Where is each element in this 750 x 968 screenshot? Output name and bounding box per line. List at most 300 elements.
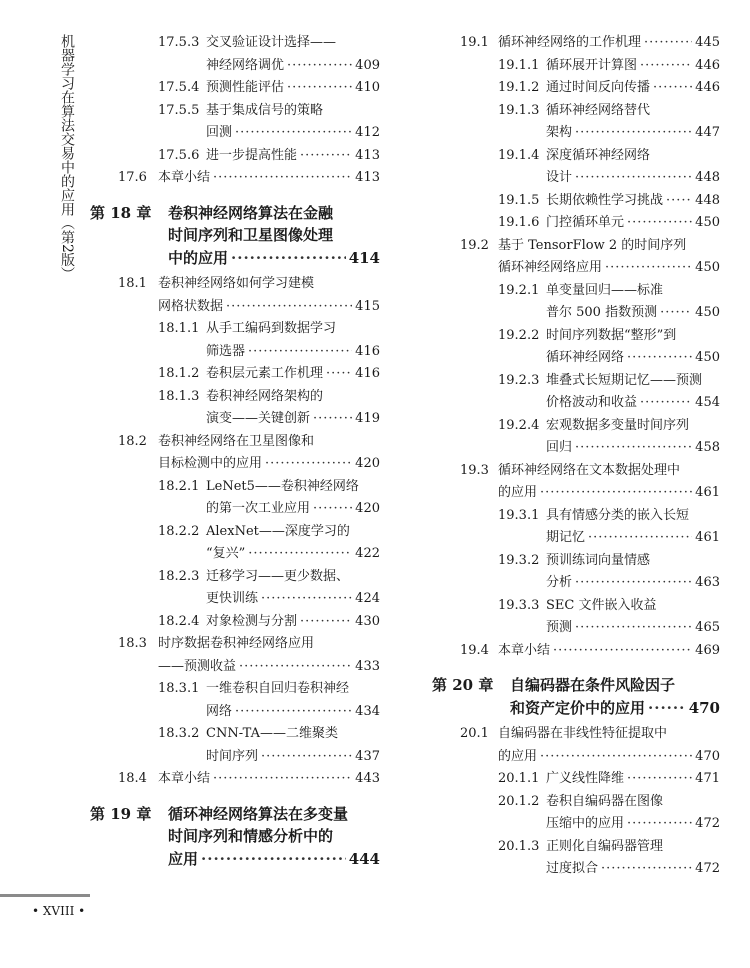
leader-dots: [239, 656, 352, 679]
toc-line: [432, 572, 720, 595]
toc-line: [432, 167, 720, 190]
toc-entry-title: 预训练词向量情感: [546, 552, 651, 568]
toc-page-number: 472: [695, 816, 720, 831]
toc-entry-number: 19.1.3: [498, 102, 540, 118]
toc-page-number: 463: [695, 575, 720, 590]
toc-line: [432, 595, 720, 618]
toc-entry[interactable]: [432, 550, 720, 595]
leader-dots: [213, 768, 352, 791]
toc-entry-number: 19.2.4: [498, 417, 540, 433]
toc-entry-title: 设计: [546, 170, 573, 185]
toc-line: [432, 392, 720, 415]
toc-entry[interactable]: [432, 460, 720, 505]
toc-entry-title: 循环神经网络应用: [498, 260, 603, 275]
toc-entry-number: 18.2.2: [158, 523, 200, 539]
toc-line: [432, 100, 720, 123]
toc-entry-title: 期记忆: [546, 530, 586, 545]
toc-line: [432, 505, 720, 528]
toc-line: [432, 32, 720, 55]
toc-entry[interactable]: [432, 505, 720, 550]
leader-dots: [588, 527, 692, 550]
toc-entry-title: 筛选器: [206, 343, 246, 359]
page-footer: [0, 894, 90, 924]
toc-line: [432, 370, 720, 393]
toc-line: [90, 363, 380, 386]
page-number: • XVIII •: [32, 904, 86, 918]
toc-entry-number: 第 20 章: [432, 676, 494, 694]
toc-entry[interactable]: [90, 273, 380, 318]
toc-entry-title: AlexNet——深度学习的: [206, 523, 350, 539]
toc-line: [432, 145, 720, 168]
toc-entry-number: 18.4: [118, 771, 147, 786]
toc-entry-title: CNN-TA——二维聚类: [206, 726, 338, 741]
toc-line: [432, 460, 720, 483]
toc-page-number: 416: [355, 366, 380, 381]
toc-line: [432, 674, 720, 697]
toc-entry-number: 19.2.1: [498, 282, 540, 298]
toc-entry-number: 18.1.1: [158, 321, 200, 336]
toc-entry[interactable]: [90, 723, 380, 768]
leader-dots: [644, 32, 692, 55]
toc-page-number: 413: [355, 147, 380, 163]
toc-line: [432, 746, 720, 769]
toc-entry[interactable]: [90, 476, 380, 521]
toc-line: [90, 247, 380, 270]
toc-entry-title: 长期依赖性学习挑战: [546, 192, 664, 208]
toc-entry-title: 网格状数据: [158, 298, 224, 314]
toc-page-number: 420: [355, 501, 380, 516]
leader-dots: [248, 341, 352, 364]
toc-page-number: 445: [695, 35, 720, 50]
toc-entry-title: 宏观数据多变量时间序列: [546, 417, 690, 433]
leader-dots: [235, 122, 352, 145]
toc-line: [90, 408, 380, 431]
toc-entry-title: 本章小结: [158, 771, 211, 786]
toc-entry-title: 回归: [546, 440, 573, 455]
toc-line: [90, 498, 380, 521]
toc-entry-title: 预测: [546, 620, 573, 635]
toc-entry-title: 的应用: [498, 748, 538, 764]
toc-line: [90, 746, 380, 769]
toc-line: [90, 521, 380, 544]
toc-page-number: 446: [695, 80, 720, 95]
toc-line: [432, 280, 720, 303]
leader-dots: [226, 296, 352, 319]
leader-dots: [627, 212, 692, 235]
toc-entry-number: 19.2.2: [498, 327, 540, 343]
leader-dots: [201, 848, 346, 871]
toc-page-number: 461: [695, 485, 720, 500]
toc-entry[interactable]: [90, 768, 380, 791]
toc-entry-title: “复兴”: [206, 546, 246, 561]
toc-entry[interactable]: [90, 431, 380, 476]
toc-entry-title: 循环展开计算图: [546, 57, 638, 73]
toc-entry[interactable]: [432, 100, 720, 145]
toc-line: [90, 723, 380, 746]
toc-entry-title: 过度拟合: [546, 861, 599, 876]
toc-entry-number: 19.1.4: [498, 147, 540, 163]
leader-dots: [265, 453, 352, 476]
toc-entry[interactable]: [90, 167, 380, 190]
toc-line: [90, 611, 380, 634]
leader-dots: [213, 167, 352, 190]
leader-dots: [261, 746, 352, 769]
leader-dots: [540, 746, 692, 769]
book-running-title: 机器学习在算法交易中的应用（第2版）: [59, 34, 75, 281]
toc-entry-title: 本章小结: [498, 642, 551, 658]
toc-entry-title: 回测: [206, 125, 233, 140]
toc-entry-title: 堆叠式长短期记忆——预测: [546, 372, 703, 388]
toc-line: [432, 697, 720, 720]
toc-chapter-entry[interactable]: [90, 803, 380, 875]
leader-dots: [627, 347, 692, 370]
toc-line: [90, 224, 380, 247]
toc-entry[interactable]: [432, 370, 720, 415]
leader-dots: [660, 302, 692, 325]
toc-entry-title: 网络: [206, 703, 233, 719]
toc-entry[interactable]: [90, 100, 380, 145]
toc-page-number: 471: [695, 771, 720, 786]
toc-entry[interactable]: [432, 836, 720, 881]
toc-entry-title: ——预测收益: [158, 658, 237, 674]
toc-entry[interactable]: [432, 212, 720, 235]
toc-entry-title: 循环神经网络算法在多变量: [168, 804, 349, 823]
toc-line: [90, 543, 380, 566]
toc-entry-title: 迁移学习——更少数据、: [206, 568, 350, 584]
toc-chapter-entry[interactable]: [432, 674, 720, 723]
leader-dots: [313, 408, 352, 431]
toc-entry-title: 时间序列和卫星图像处理: [168, 226, 334, 244]
toc-entry[interactable]: [90, 77, 380, 100]
toc-page-number: 443: [355, 771, 380, 786]
toc-page-number: 437: [355, 748, 380, 764]
toc-entry[interactable]: [90, 145, 380, 168]
toc-entry[interactable]: [432, 55, 720, 78]
toc-entry-title: 卷积层元素工作机理: [206, 366, 324, 381]
toc-entry[interactable]: [432, 723, 720, 768]
toc-page-number: 448: [695, 170, 720, 185]
toc-entry-number: 19.2: [460, 237, 489, 253]
toc-page-number: 415: [355, 298, 380, 314]
toc-line: [432, 235, 720, 258]
toc-entry-number: 19.1: [460, 35, 489, 50]
toc-entry-title: 目标检测中的应用: [158, 456, 263, 471]
toc-entry-number: 20.1.1: [498, 771, 540, 786]
leader-dots: [300, 145, 352, 168]
toc-entry-title: 本章小结: [158, 170, 211, 185]
toc-page-number: 409: [355, 57, 380, 73]
toc-line: [90, 32, 380, 55]
toc-entry-title: 基于集成信号的策略: [206, 102, 324, 118]
toc-entry[interactable]: [432, 235, 720, 280]
toc-entry-number: 17.5.5: [158, 102, 200, 118]
leader-dots: [640, 392, 692, 415]
toc-entry-title: 交叉验证设计选择——: [206, 35, 337, 50]
toc-entry-title: 单变量回归——标准: [546, 282, 664, 298]
toc-line: [432, 347, 720, 370]
toc-line: [432, 768, 720, 791]
leader-dots: [287, 55, 352, 78]
leader-dots: [540, 482, 692, 505]
toc-line: [90, 656, 380, 679]
toc-entry-number: 20.1.3: [498, 838, 540, 854]
toc-line: [90, 55, 380, 78]
toc-page-number: 465: [695, 620, 720, 635]
toc-entry-title: LeNet5——卷积神经网络: [206, 478, 359, 494]
toc-entry-number: 19.3.2: [498, 552, 540, 568]
toc-entry-number: 18.3.2: [158, 726, 200, 741]
toc-entry-number: 20.1.2: [498, 793, 540, 809]
leader-dots: [640, 55, 692, 78]
toc-entry-title: 循环神经网络在文本数据处理中: [498, 462, 681, 478]
leader-dots: [653, 77, 692, 100]
toc-line: [432, 212, 720, 235]
toc-entry-number: 20.1: [460, 726, 489, 741]
toc-entry-title: 循环神经网络替代: [546, 102, 651, 118]
toc-page-number: 430: [355, 613, 380, 629]
leader-dots: [553, 640, 692, 663]
footer-rule: [0, 894, 90, 897]
toc-line: [90, 825, 380, 848]
toc-entry[interactable]: [432, 145, 720, 190]
toc-line: [90, 701, 380, 724]
toc-line: [432, 302, 720, 325]
toc-entry-title: 的应用: [498, 485, 538, 500]
toc-entry-title: 循环神经网络的工作机理: [498, 35, 642, 50]
leader-dots: [313, 498, 352, 521]
toc-line: [432, 122, 720, 145]
toc-page-number: 416: [355, 343, 380, 359]
toc-entry-number: 18.1.2: [158, 366, 200, 381]
leader-dots: [235, 701, 352, 724]
toc-entry-number: 18.3.1: [158, 681, 200, 696]
toc-line: [432, 257, 720, 280]
toc-entry[interactable]: [90, 678, 380, 723]
toc-line: [432, 55, 720, 78]
toc-entry[interactable]: [432, 415, 720, 460]
toc-entry-title: 对象检测与分割: [206, 613, 298, 629]
toc-entry-title: 普尔 500 指数预测: [546, 305, 658, 320]
toc-entry-title: 广义线性降维: [546, 771, 625, 786]
toc-entry-number: 第 19 章: [90, 804, 152, 823]
toc-line: [90, 768, 380, 791]
toc-line: [90, 476, 380, 499]
toc-entry[interactable]: [90, 32, 380, 77]
toc-line: [90, 100, 380, 123]
toc-page-number: 447: [695, 125, 720, 140]
toc-line: [90, 145, 380, 168]
leader-dots: [575, 437, 692, 460]
toc-entry[interactable]: [90, 386, 380, 431]
toc-chapter-entry[interactable]: [90, 202, 380, 274]
toc-entry-number: 19.3.3: [498, 597, 540, 613]
leader-dots: [231, 247, 346, 270]
toc-entry[interactable]: [432, 640, 720, 663]
toc-entry[interactable]: [90, 633, 380, 678]
toc-entry[interactable]: [432, 325, 720, 370]
toc-entry-number: 18.1.3: [158, 388, 200, 404]
toc-entry-number: 19.3.1: [498, 507, 540, 523]
leader-dots: [627, 768, 692, 791]
toc-page-number: 448: [695, 192, 720, 208]
toc-entry[interactable]: [432, 768, 720, 791]
toc-entry-title: 卷积自编码器在图像: [546, 793, 664, 809]
toc-entry-title: 预测性能评估: [206, 80, 285, 95]
leader-dots: [575, 122, 692, 145]
toc-page-number: 450: [695, 350, 720, 365]
toc-entry-number: 19.1.5: [498, 192, 540, 208]
toc-line: [432, 813, 720, 836]
toc-line: [90, 202, 380, 225]
toc-entry-title: 具有情感分类的嵌入长短: [546, 507, 690, 523]
toc-entry-title: SEC 文件嵌入收益: [546, 597, 657, 613]
toc-page-number: 469: [695, 642, 720, 658]
toc-entry-title: 应用: [168, 849, 199, 868]
toc-entry-number: 18.1: [118, 276, 147, 291]
toc-entry-title: 价格波动和收益: [546, 395, 638, 410]
toc-entry-title: 卷积神经网络算法在金融: [168, 203, 334, 222]
toc-entry-title: 中的应用: [168, 248, 229, 267]
toc-page-number: 433: [355, 658, 380, 674]
toc-page-number: 419: [355, 411, 380, 426]
toc-line: [432, 437, 720, 460]
toc-entry-title: 从手工编码到数据学习: [206, 321, 337, 336]
toc-entry-title: 神经网络调优: [206, 57, 285, 73]
toc-line: [90, 633, 380, 656]
toc-page-number: 444: [348, 849, 380, 868]
toc-page-number: 434: [355, 703, 380, 719]
toc-line: [432, 640, 720, 663]
toc-left-column: [90, 32, 380, 874]
toc-page-number: 470: [695, 748, 720, 764]
toc-entry-number: 17.5.4: [158, 80, 200, 95]
toc-entry-title: 分析: [546, 575, 573, 590]
toc-entry-number: 19.1.2: [498, 80, 540, 95]
chapter-spacer: [432, 662, 720, 674]
toc-entry-title: 循环神经网络: [546, 350, 625, 365]
toc-entry-title: 通过时间反向传播: [546, 80, 651, 95]
toc-line: [90, 588, 380, 611]
chapter-spacer: [90, 190, 380, 202]
toc-entry-number: 18.3: [118, 636, 147, 651]
toc-line: [432, 190, 720, 213]
leader-dots: [287, 77, 352, 100]
toc-entry-number: 18.2.1: [158, 478, 200, 494]
toc-entry[interactable]: [90, 363, 380, 386]
toc-entry-title: 时间序列数据“整形”到: [546, 327, 677, 343]
leader-dots: [261, 588, 352, 611]
toc-entry-number: 19.3: [460, 462, 489, 478]
leader-dots: [326, 363, 352, 386]
toc-line: [90, 803, 380, 826]
toc-page-number: 458: [695, 440, 720, 455]
toc-page-number: 450: [695, 215, 720, 230]
toc-entry-title: 压缩中的应用: [546, 816, 625, 831]
toc-page-number: 410: [355, 80, 380, 95]
leader-dots: [575, 572, 692, 595]
leader-dots: [575, 617, 692, 640]
toc-page-number: 424: [355, 591, 380, 606]
toc-line: [90, 77, 380, 100]
toc-entry[interactable]: [90, 318, 380, 363]
toc-line: [432, 77, 720, 100]
toc-line: [90, 296, 380, 319]
toc-entry-title: 时序数据卷积神经网络应用: [158, 636, 315, 651]
toc-entry-number: 第 18 章: [90, 203, 152, 222]
toc-page-number: 454: [695, 395, 720, 410]
toc-entry-title: 演变——关键创新: [206, 411, 311, 426]
toc-entry-title: 自编码器在条件风险因子: [510, 676, 676, 694]
toc-entry-title: 卷积神经网络在卫星图像和: [158, 433, 315, 449]
toc-entry-title: 的第一次工业应用: [206, 501, 311, 516]
toc-line: [432, 482, 720, 505]
toc-line: [90, 848, 380, 871]
toc-right-column: [432, 32, 720, 881]
toc-entry-number: 18.2: [118, 433, 147, 449]
toc-line: [432, 858, 720, 881]
toc-line: [90, 318, 380, 341]
toc-page-number: 450: [695, 260, 720, 275]
toc-page-number: 450: [695, 305, 720, 320]
toc-line: [90, 341, 380, 364]
leader-dots: [627, 813, 692, 836]
toc-entry-title: 架构: [546, 125, 573, 140]
toc-line: [90, 122, 380, 145]
toc-page-number: 470: [688, 698, 720, 717]
toc-line: [432, 415, 720, 438]
toc-entry-number: 18.2.3: [158, 568, 200, 584]
toc-entry-number: 19.4: [460, 642, 489, 658]
toc-entry-number: 17.6: [118, 170, 147, 185]
toc-entry[interactable]: [432, 32, 720, 55]
toc-entry[interactable]: [432, 595, 720, 640]
leader-dots: [601, 858, 692, 881]
toc-page-number: 412: [355, 125, 380, 140]
toc-page-number: 420: [355, 456, 380, 471]
toc-entry[interactable]: [432, 190, 720, 213]
toc-entry-number: 19.2.3: [498, 372, 540, 388]
toc-page-number: 413: [355, 170, 380, 185]
toc-line: [90, 566, 380, 589]
toc-entry-number: 18.2.4: [158, 613, 200, 629]
toc-page-number: 461: [695, 530, 720, 545]
toc-line: [90, 167, 380, 190]
toc-entry-title: 门控循环单元: [546, 215, 625, 230]
toc-entry-number: 17.5.3: [158, 35, 200, 50]
toc-entry-number: 17.5.6: [158, 147, 200, 163]
toc-entry-title: 进一步提高性能: [206, 147, 298, 163]
toc-entry[interactable]: [90, 611, 380, 634]
toc-entry[interactable]: [90, 521, 380, 566]
leader-dots: [300, 611, 352, 634]
toc-entry-title: 卷积神经网络如何学习建模: [158, 276, 315, 291]
toc-entry[interactable]: [432, 77, 720, 100]
toc-entry[interactable]: [90, 566, 380, 611]
toc-page-number: 472: [695, 861, 720, 876]
toc-line: [432, 791, 720, 814]
toc-entry-title: 更快训练: [206, 591, 259, 606]
toc-entry[interactable]: [432, 791, 720, 836]
toc-entry[interactable]: [432, 280, 720, 325]
leader-dots: [648, 697, 686, 720]
toc-line: [90, 678, 380, 701]
toc-entry-number: 19.1.6: [498, 215, 540, 230]
toc-line: [432, 617, 720, 640]
leader-dots: [666, 190, 692, 213]
toc-entry-title: 时间序列: [206, 748, 259, 764]
toc-entry-title: 一维卷积自回归卷积神经: [206, 681, 350, 696]
toc-entry-title: 和资产定价中的应用: [510, 698, 646, 717]
